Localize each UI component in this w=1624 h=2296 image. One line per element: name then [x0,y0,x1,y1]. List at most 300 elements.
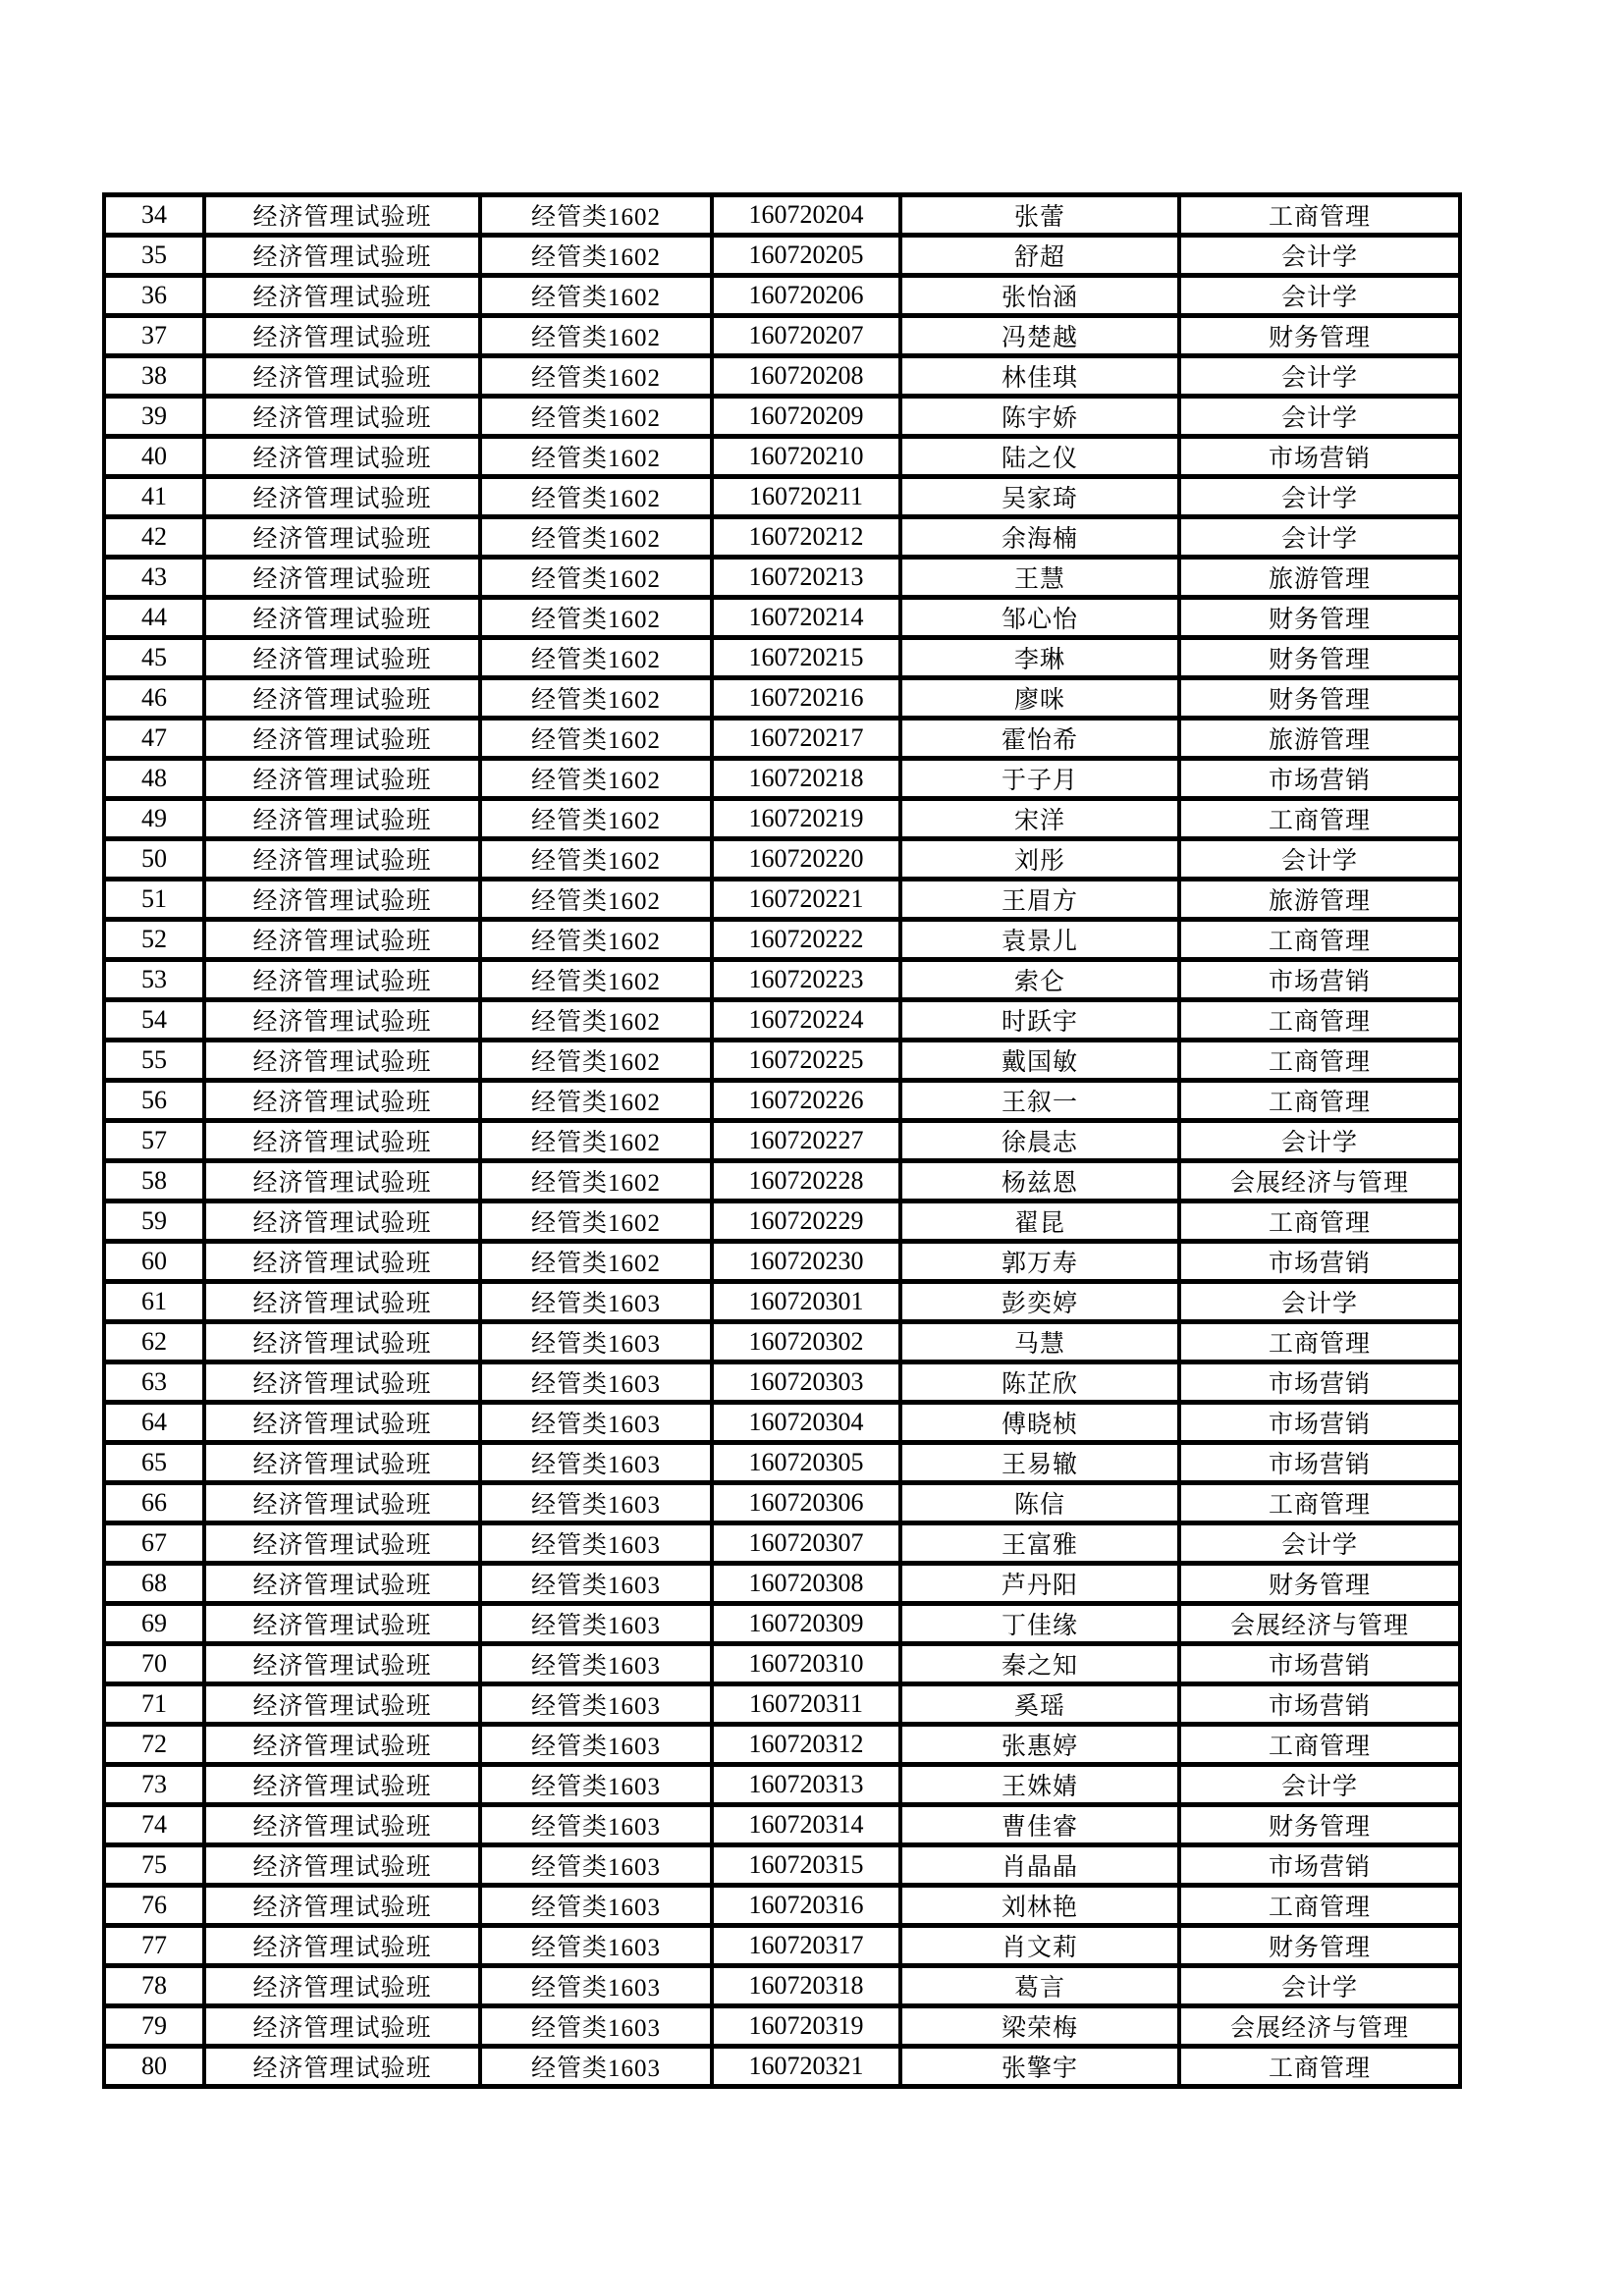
table-row [104,397,1460,437]
program-cell: 经济管理试验班 [204,1725,480,1765]
name-cell: 林佳琪 [900,356,1179,397]
row-number-cell: 77 [104,1926,204,1966]
major-cell: 旅游管理 [1179,719,1460,759]
table-row [104,558,1460,598]
name-cell: 时跃宇 [900,1000,1179,1041]
row-number-cell: 57 [104,1121,204,1161]
table-row [104,1362,1460,1403]
major-cell: 市场营销 [1179,1644,1460,1684]
program-cell: 经济管理试验班 [204,960,480,1000]
table-row [104,880,1460,920]
row-number-cell: 61 [104,1282,204,1322]
major-cell: 财务管理 [1179,638,1460,678]
class-cell: 经管类1603 [480,1684,712,1725]
table-row [104,2006,1460,2047]
row-number-cell: 38 [104,356,204,397]
major-cell: 市场营销 [1179,437,1460,477]
student-id-cell: 160720226 [712,1081,900,1121]
table-row [104,1725,1460,1765]
table-row [104,799,1460,839]
program-cell: 经济管理试验班 [204,356,480,397]
name-cell: 索仑 [900,960,1179,1000]
table-row [104,960,1460,1000]
table-row [104,2047,1460,2087]
name-cell: 葛言 [900,1966,1179,2006]
name-cell: 吴家琦 [900,477,1179,517]
name-cell: 舒超 [900,236,1179,276]
name-cell: 陈芷欣 [900,1362,1179,1403]
row-number-cell: 63 [104,1362,204,1403]
class-cell: 经管类1603 [480,1362,712,1403]
major-cell: 会计学 [1179,276,1460,316]
name-cell: 王易辙 [900,1443,1179,1483]
class-cell: 经管类1602 [480,1242,712,1282]
major-cell: 工商管理 [1179,1886,1460,1926]
major-cell: 市场营销 [1179,1443,1460,1483]
roster-body [104,195,1460,2087]
table-row [104,477,1460,517]
program-cell: 经济管理试验班 [204,678,480,719]
class-cell: 经管类1602 [480,1121,712,1161]
class-cell: 经管类1603 [480,2047,712,2087]
row-number-cell: 73 [104,1765,204,1805]
student-id-cell: 160720210 [712,437,900,477]
major-cell: 市场营销 [1179,1242,1460,1282]
class-cell: 经管类1603 [480,1322,712,1362]
major-cell: 财务管理 [1179,1805,1460,1845]
major-cell: 工商管理 [1179,1322,1460,1362]
program-cell: 经济管理试验班 [204,1966,480,2006]
major-cell: 市场营销 [1179,1845,1460,1886]
student-id-cell: 160720314 [712,1805,900,1845]
student-id-cell: 160720306 [712,1483,900,1523]
student-id-cell: 160720309 [712,1604,900,1644]
name-cell: 王慧 [900,558,1179,598]
table-row [104,1523,1460,1564]
student-id-cell: 160720316 [712,1886,900,1926]
table-row [104,1564,1460,1604]
program-cell: 经济管理试验班 [204,880,480,920]
major-cell: 财务管理 [1179,316,1460,356]
student-id-cell: 160720208 [712,356,900,397]
row-number-cell: 56 [104,1081,204,1121]
program-cell: 经济管理试验班 [204,1886,480,1926]
row-number-cell: 51 [104,880,204,920]
row-number-cell: 46 [104,678,204,719]
major-cell: 工商管理 [1179,1000,1460,1041]
table-row [104,1926,1460,1966]
name-cell: 傅晓桢 [900,1403,1179,1443]
class-cell: 经管类1602 [480,678,712,719]
class-cell: 经管类1602 [480,799,712,839]
major-cell: 会计学 [1179,397,1460,437]
student-id-cell: 160720304 [712,1403,900,1443]
name-cell: 邹心怡 [900,598,1179,638]
class-cell: 经管类1602 [480,960,712,1000]
class-cell: 经管类1602 [480,880,712,920]
table-row [104,1322,1460,1362]
major-cell: 财务管理 [1179,1564,1460,1604]
name-cell: 戴国敏 [900,1041,1179,1081]
name-cell: 杨兹恩 [900,1161,1179,1201]
row-number-cell: 39 [104,397,204,437]
row-number-cell: 55 [104,1041,204,1081]
row-number-cell: 43 [104,558,204,598]
name-cell: 徐晨志 [900,1121,1179,1161]
table-row [104,1805,1460,1845]
student-roster-table [102,192,1462,2089]
program-cell: 经济管理试验班 [204,558,480,598]
student-id-cell: 160720214 [712,598,900,638]
table-row [104,1644,1460,1684]
program-cell: 经济管理试验班 [204,477,480,517]
student-id-cell: 160720207 [712,316,900,356]
row-number-cell: 62 [104,1322,204,1362]
student-id-cell: 160720319 [712,2006,900,2047]
student-id-cell: 160720302 [712,1322,900,1362]
table-row [104,437,1460,477]
class-cell: 经管类1603 [480,1483,712,1523]
name-cell: 霍怡希 [900,719,1179,759]
major-cell: 市场营销 [1179,960,1460,1000]
major-cell: 工商管理 [1179,1201,1460,1242]
student-id-cell: 160720224 [712,1000,900,1041]
student-id-cell: 160720317 [712,1926,900,1966]
row-number-cell: 76 [104,1886,204,1926]
student-id-cell: 160720229 [712,1201,900,1242]
table-row [104,920,1460,960]
table-row [104,1081,1460,1121]
name-cell: 梁荣梅 [900,2006,1179,2047]
major-cell: 会计学 [1179,1121,1460,1161]
name-cell: 张怡涵 [900,276,1179,316]
class-cell: 经管类1602 [480,236,712,276]
student-id-cell: 160720307 [712,1523,900,1564]
class-cell: 经管类1602 [480,1041,712,1081]
row-number-cell: 41 [104,477,204,517]
class-cell: 经管类1602 [480,517,712,558]
major-cell: 市场营销 [1179,1684,1460,1725]
major-cell: 会计学 [1179,517,1460,558]
student-id-cell: 160720311 [712,1684,900,1725]
table-row [104,236,1460,276]
major-cell: 财务管理 [1179,598,1460,638]
table-row [104,1000,1460,1041]
program-cell: 经济管理试验班 [204,1322,480,1362]
row-number-cell: 70 [104,1644,204,1684]
name-cell: 张蕾 [900,195,1179,236]
program-cell: 经济管理试验班 [204,598,480,638]
name-cell: 彭奕婷 [900,1282,1179,1322]
program-cell: 经济管理试验班 [204,517,480,558]
class-cell: 经管类1602 [480,638,712,678]
table-row [104,1604,1460,1644]
class-cell: 经管类1602 [480,759,712,799]
row-number-cell: 45 [104,638,204,678]
table-row [104,1765,1460,1805]
class-cell: 经管类1602 [480,437,712,477]
program-cell: 经济管理试验班 [204,1483,480,1523]
table-row [104,1242,1460,1282]
program-cell: 经济管理试验班 [204,437,480,477]
major-cell: 市场营销 [1179,1362,1460,1403]
row-number-cell: 72 [104,1725,204,1765]
name-cell: 秦之知 [900,1644,1179,1684]
row-number-cell: 37 [104,316,204,356]
row-number-cell: 58 [104,1161,204,1201]
major-cell: 会计学 [1179,236,1460,276]
program-cell: 经济管理试验班 [204,236,480,276]
major-cell: 工商管理 [1179,920,1460,960]
student-id-cell: 160720213 [712,558,900,598]
table-row [104,1121,1460,1161]
student-id-cell: 160720321 [712,2047,900,2087]
name-cell: 翟昆 [900,1201,1179,1242]
major-cell: 工商管理 [1179,1725,1460,1765]
student-id-cell: 160720313 [712,1765,900,1805]
name-cell: 芦丹阳 [900,1564,1179,1604]
table-row [104,1161,1460,1201]
row-number-cell: 34 [104,195,204,236]
major-cell: 工商管理 [1179,195,1460,236]
table-row [104,1845,1460,1886]
row-number-cell: 47 [104,719,204,759]
program-cell: 经济管理试验班 [204,1161,480,1201]
class-cell: 经管类1603 [480,1282,712,1322]
major-cell: 工商管理 [1179,1041,1460,1081]
name-cell: 奚瑶 [900,1684,1179,1725]
student-id-cell: 160720312 [712,1725,900,1765]
class-cell: 经管类1603 [480,1845,712,1886]
name-cell: 丁佳缘 [900,1604,1179,1644]
name-cell: 余海楠 [900,517,1179,558]
major-cell: 会计学 [1179,477,1460,517]
name-cell: 王眉方 [900,880,1179,920]
major-cell: 旅游管理 [1179,880,1460,920]
row-number-cell: 59 [104,1201,204,1242]
class-cell: 经管类1602 [480,276,712,316]
table-row [104,1041,1460,1081]
program-cell: 经济管理试验班 [204,638,480,678]
class-cell: 经管类1603 [480,1523,712,1564]
student-id-cell: 160720228 [712,1161,900,1201]
row-number-cell: 36 [104,276,204,316]
name-cell: 陈信 [900,1483,1179,1523]
row-number-cell: 35 [104,236,204,276]
row-number-cell: 60 [104,1242,204,1282]
program-cell: 经济管理试验班 [204,276,480,316]
class-cell: 经管类1602 [480,598,712,638]
class-cell: 经管类1603 [480,1725,712,1765]
class-cell: 经管类1602 [480,397,712,437]
table-row [104,1443,1460,1483]
row-number-cell: 80 [104,2047,204,2087]
class-cell: 经管类1603 [480,1564,712,1604]
row-number-cell: 79 [104,2006,204,2047]
name-cell: 肖文莉 [900,1926,1179,1966]
program-cell: 经济管理试验班 [204,1081,480,1121]
major-cell: 会计学 [1179,1966,1460,2006]
class-cell: 经管类1602 [480,719,712,759]
student-id-cell: 160720222 [712,920,900,960]
class-cell: 经管类1602 [480,477,712,517]
class-cell: 经管类1603 [480,2006,712,2047]
row-number-cell: 74 [104,1805,204,1845]
major-cell: 会计学 [1179,1282,1460,1322]
row-number-cell: 40 [104,437,204,477]
class-cell: 经管类1603 [480,1765,712,1805]
major-cell: 工商管理 [1179,1081,1460,1121]
table-row [104,1282,1460,1322]
major-cell: 财务管理 [1179,678,1460,719]
table-row [104,1966,1460,2006]
student-id-cell: 160720318 [712,1966,900,2006]
program-cell: 经济管理试验班 [204,1644,480,1684]
class-cell: 经管类1603 [480,1604,712,1644]
table-row [104,356,1460,397]
program-cell: 经济管理试验班 [204,1282,480,1322]
program-cell: 经济管理试验班 [204,1564,480,1604]
student-id-cell: 160720215 [712,638,900,678]
major-cell: 工商管理 [1179,2047,1460,2087]
table-row [104,1684,1460,1725]
major-cell: 会计学 [1179,839,1460,880]
major-cell: 会展经济与管理 [1179,1604,1460,1644]
student-id-cell: 160720204 [712,195,900,236]
name-cell: 廖咪 [900,678,1179,719]
student-id-cell: 160720308 [712,1564,900,1604]
program-cell: 经济管理试验班 [204,397,480,437]
class-cell: 经管类1602 [480,1161,712,1201]
table-row [104,1403,1460,1443]
class-cell: 经管类1603 [480,1644,712,1684]
name-cell: 陆之仪 [900,437,1179,477]
row-number-cell: 78 [104,1966,204,2006]
class-cell: 经管类1603 [480,1805,712,1845]
program-cell: 经济管理试验班 [204,1443,480,1483]
row-number-cell: 71 [104,1684,204,1725]
name-cell: 陈宇娇 [900,397,1179,437]
table-row [104,719,1460,759]
student-id-cell: 160720212 [712,517,900,558]
major-cell: 会展经济与管理 [1179,1161,1460,1201]
class-cell: 经管类1603 [480,1926,712,1966]
student-id-cell: 160720223 [712,960,900,1000]
row-number-cell: 64 [104,1403,204,1443]
row-number-cell: 49 [104,799,204,839]
program-cell: 经济管理试验班 [204,719,480,759]
program-cell: 经济管理试验班 [204,1684,480,1725]
name-cell: 肖晶晶 [900,1845,1179,1886]
program-cell: 经济管理试验班 [204,1041,480,1081]
row-number-cell: 54 [104,1000,204,1041]
row-number-cell: 42 [104,517,204,558]
name-cell: 王姝婧 [900,1765,1179,1805]
program-cell: 经济管理试验班 [204,2006,480,2047]
table-row [104,638,1460,678]
student-id-cell: 160720217 [712,719,900,759]
row-number-cell: 44 [104,598,204,638]
program-cell: 经济管理试验班 [204,1523,480,1564]
major-cell: 会展经济与管理 [1179,2006,1460,2047]
program-cell: 经济管理试验班 [204,1604,480,1644]
class-cell: 经管类1602 [480,558,712,598]
student-id-cell: 160720220 [712,839,900,880]
name-cell: 曹佳睿 [900,1805,1179,1845]
student-id-cell: 160720219 [712,799,900,839]
student-id-cell: 160720218 [712,759,900,799]
name-cell: 李琳 [900,638,1179,678]
class-cell: 经管类1602 [480,316,712,356]
name-cell: 马慧 [900,1322,1179,1362]
program-cell: 经济管理试验班 [204,316,480,356]
row-number-cell: 75 [104,1845,204,1886]
table-row [104,678,1460,719]
row-number-cell: 65 [104,1443,204,1483]
name-cell: 王富雅 [900,1523,1179,1564]
table-row [104,1201,1460,1242]
major-cell: 会计学 [1179,1523,1460,1564]
table-row [104,517,1460,558]
table-row [104,316,1460,356]
class-cell: 经管类1602 [480,1000,712,1041]
student-id-cell: 160720221 [712,880,900,920]
class-cell: 经管类1603 [480,1966,712,2006]
name-cell: 冯楚越 [900,316,1179,356]
student-id-cell: 160720230 [712,1242,900,1282]
row-number-cell: 66 [104,1483,204,1523]
major-cell: 财务管理 [1179,1926,1460,1966]
name-cell: 郭万寿 [900,1242,1179,1282]
class-cell: 经管类1603 [480,1403,712,1443]
row-number-cell: 48 [104,759,204,799]
program-cell: 经济管理试验班 [204,839,480,880]
program-cell: 经济管理试验班 [204,1845,480,1886]
table-row [104,598,1460,638]
student-id-cell: 160720303 [712,1362,900,1403]
program-cell: 经济管理试验班 [204,2047,480,2087]
class-cell: 经管类1602 [480,920,712,960]
class-cell: 经管类1602 [480,1081,712,1121]
class-cell: 经管类1603 [480,1443,712,1483]
table-row [104,1483,1460,1523]
table-row [104,839,1460,880]
student-id-cell: 160720305 [712,1443,900,1483]
name-cell: 张惠婷 [900,1725,1179,1765]
row-number-cell: 69 [104,1604,204,1644]
name-cell: 刘林艳 [900,1886,1179,1926]
major-cell: 旅游管理 [1179,558,1460,598]
student-id-cell: 160720227 [712,1121,900,1161]
program-cell: 经济管理试验班 [204,799,480,839]
table-row [104,276,1460,316]
table-row [104,759,1460,799]
program-cell: 经济管理试验班 [204,1201,480,1242]
class-cell: 经管类1602 [480,839,712,880]
program-cell: 经济管理试验班 [204,1000,480,1041]
name-cell: 王叙一 [900,1081,1179,1121]
student-id-cell: 160720216 [712,678,900,719]
class-cell: 经管类1602 [480,1201,712,1242]
program-cell: 经济管理试验班 [204,920,480,960]
table-row [104,195,1460,236]
major-cell: 市场营销 [1179,759,1460,799]
student-id-cell: 160720206 [712,276,900,316]
row-number-cell: 52 [104,920,204,960]
program-cell: 经济管理试验班 [204,1242,480,1282]
table-row [104,1886,1460,1926]
name-cell: 刘彤 [900,839,1179,880]
